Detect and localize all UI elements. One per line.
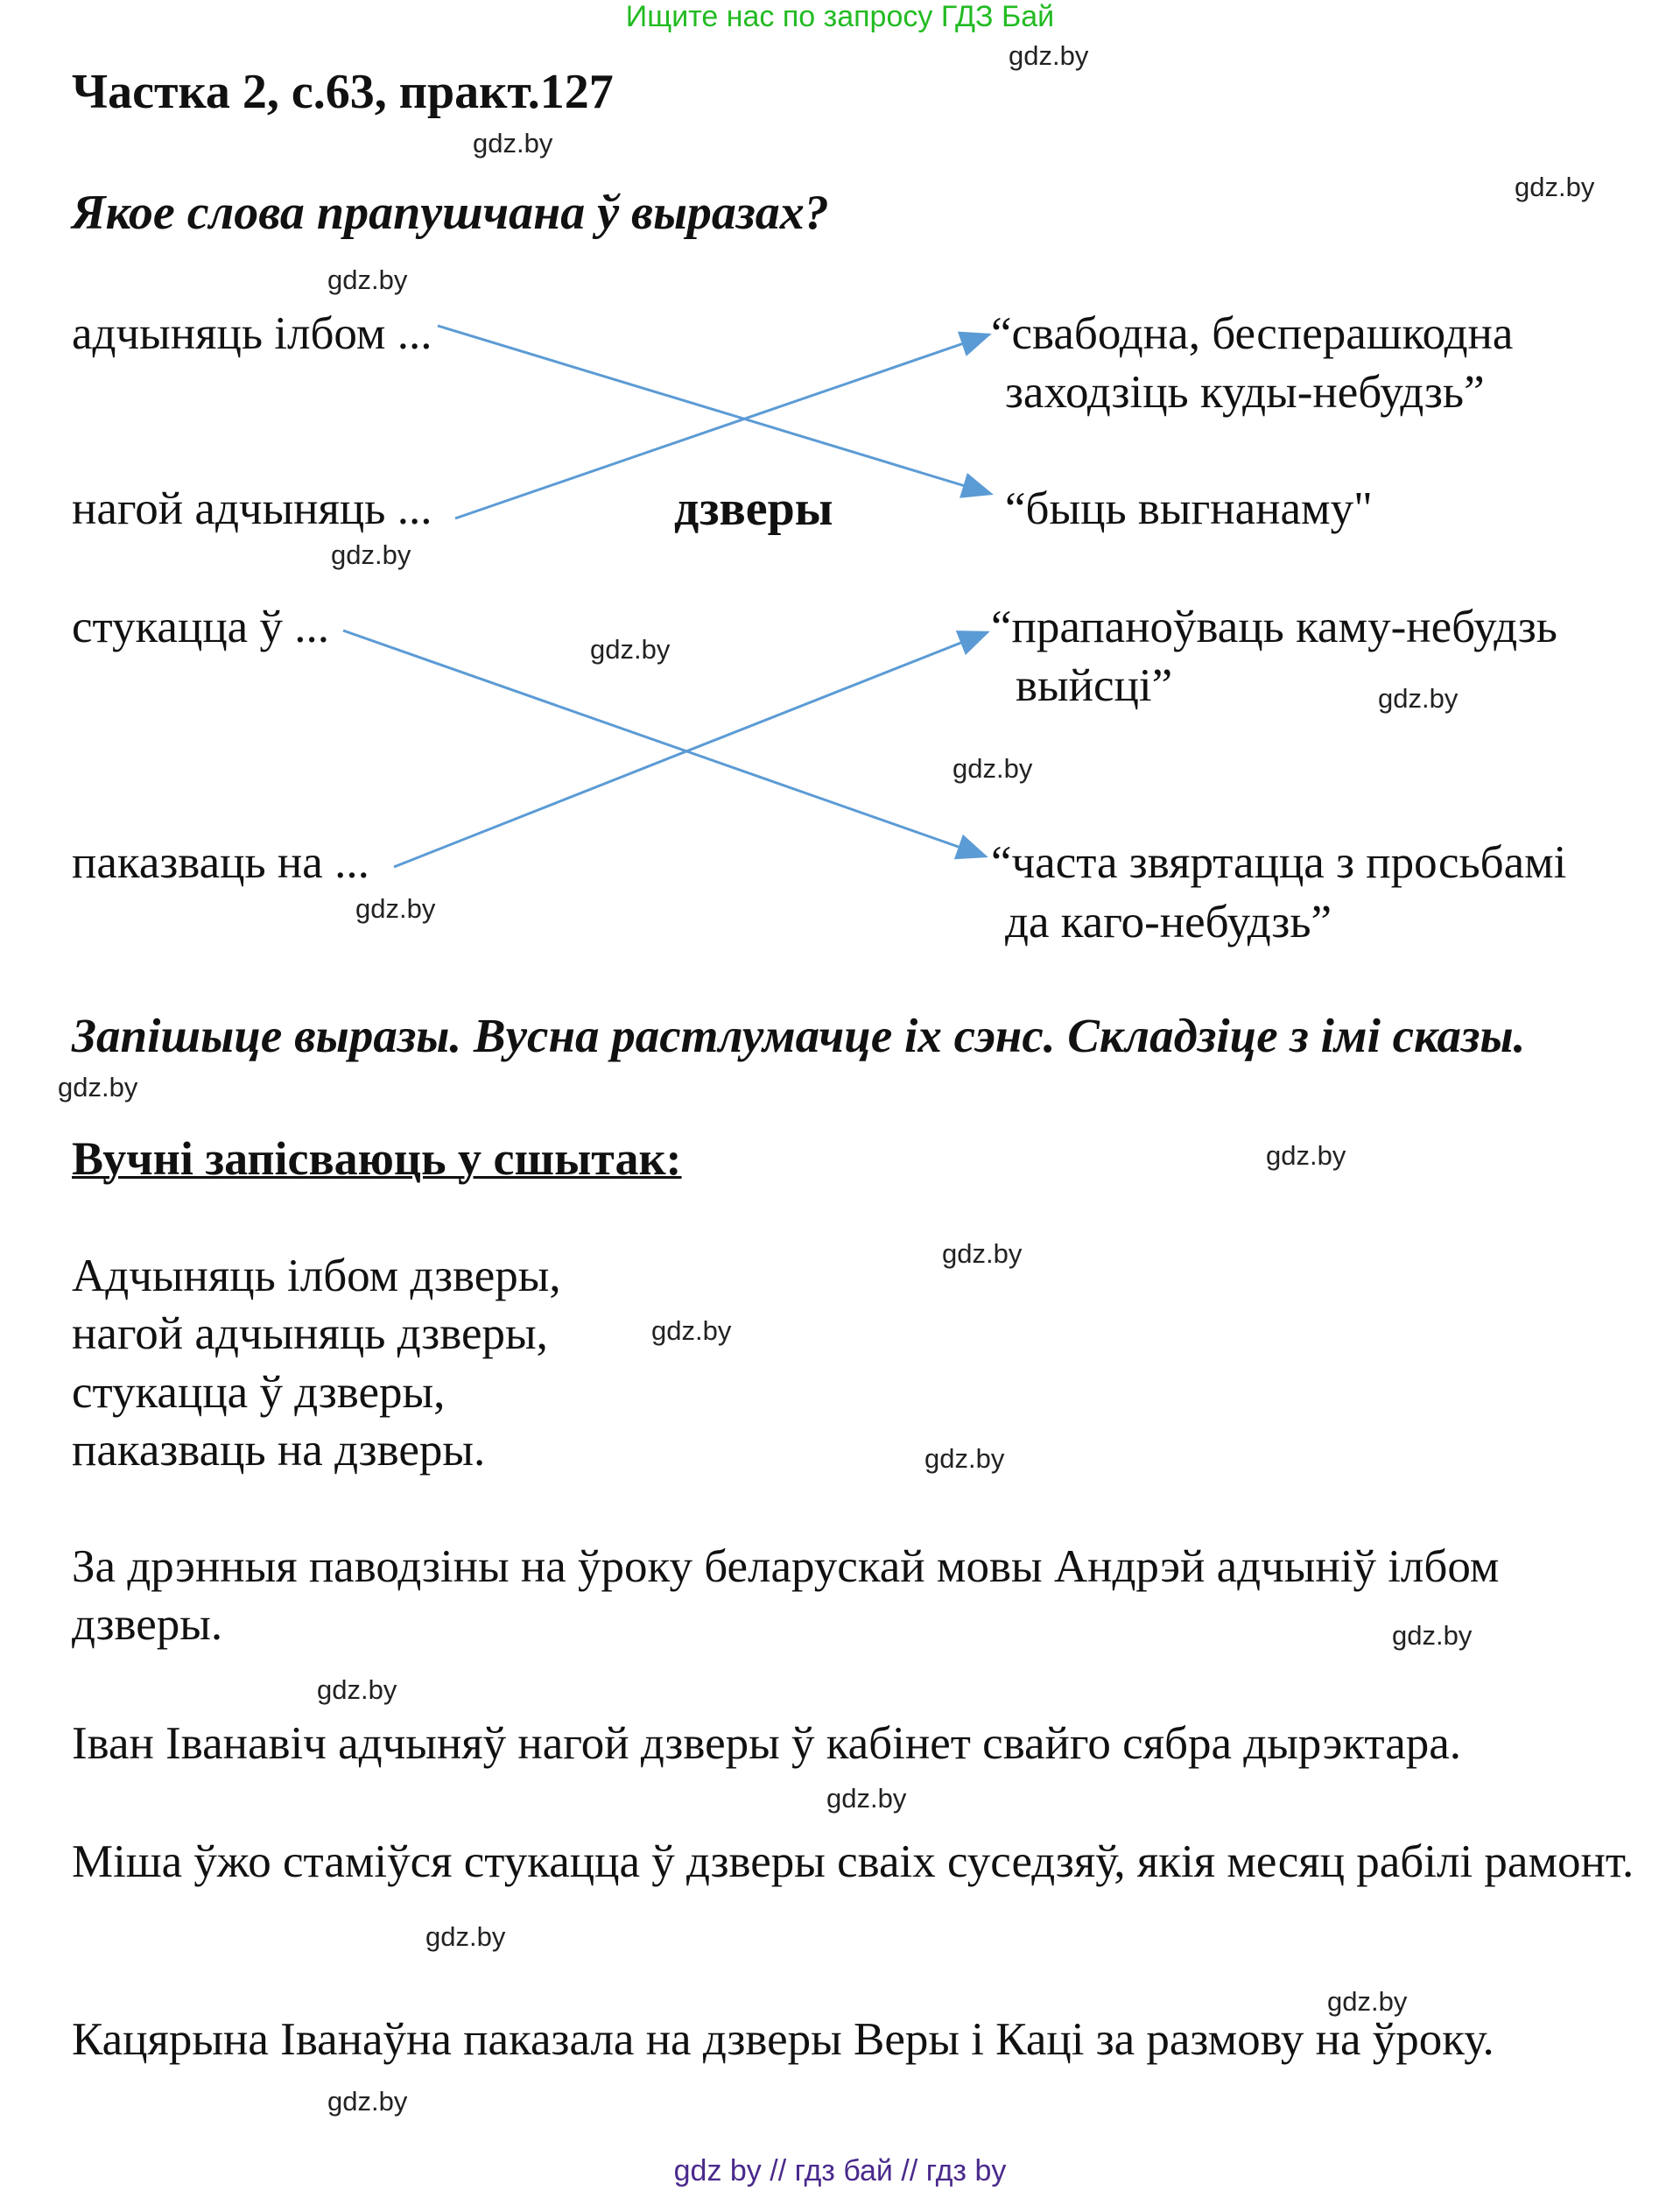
- watermark: gdz.by: [590, 634, 671, 665]
- top-banner: Ищите нас по запросу ГДЗ Бай: [625, 0, 1055, 33]
- watermark: gdz.by: [924, 1443, 1005, 1474]
- watermark: gdz.by: [58, 1072, 138, 1103]
- watermark: gdz.by: [651, 1315, 732, 1346]
- expression-1: Адчыняць ілбом дзверы,: [72, 1250, 561, 1301]
- watermark: gdz.by: [1392, 1620, 1473, 1651]
- expression-4: паказваць на дзверы.: [72, 1425, 486, 1476]
- arrow-4-to-3: [394, 632, 988, 867]
- watermark: gdz.by: [952, 753, 1033, 784]
- right-item-3-line2: выйсці”: [1016, 660, 1173, 711]
- expression-2: нагой адчыняць дзверы,: [72, 1308, 548, 1359]
- watermark: gdz.by: [331, 539, 411, 570]
- watermark: gdz.by: [327, 2086, 408, 2117]
- watermark: gdz.by: [355, 893, 436, 924]
- watermark: gdz.by: [425, 1921, 506, 1952]
- watermark: gdz.by: [473, 128, 553, 159]
- instruction: Запішыце выразы. Вусна растлумачце іх сэнс. Складзіце з імі сказы.: [72, 1009, 1526, 1062]
- right-item-1-line2: заходзіць куды-небудзь”: [1005, 367, 1485, 418]
- footer-links[interactable]: gdz by // гдз бай // гдз by: [673, 2154, 1007, 2187]
- notebook-heading: Вучні запісваюць у сшытак:: [72, 1132, 682, 1185]
- arrow-1-to-2: [438, 326, 991, 494]
- left-item-3: стукацца ў ...: [72, 602, 329, 652]
- left-item-1: адчыняць ілбом ...: [72, 308, 432, 359]
- watermark: gdz.by: [317, 1674, 397, 1705]
- sentence-3: Міша ўжо стаміўся стукацца ў дзверы сваіх суседзяў, якія месяц рабілі рамонт.: [72, 1836, 1634, 1887]
- left-item-2: нагой адчыняць ...: [72, 483, 432, 534]
- center-word: дзверы: [674, 482, 833, 536]
- expression-3: стукацца ў дзверы,: [72, 1367, 446, 1418]
- watermark: gdz.by: [1515, 172, 1595, 202]
- right-item-3-line1: “прапаноўваць каму-небудзь: [991, 602, 1557, 652]
- watermark: gdz.by: [1009, 40, 1089, 71]
- watermark: gdz.by: [1378, 683, 1459, 714]
- sentence-2: Іван Іванавіч адчыняў нагой дзверы ў кабінет свайго сябра дырэктара.: [72, 1718, 1462, 1769]
- right-item-2: “быць выгнанаму": [1005, 483, 1373, 534]
- sentence-1: За дрэнныя паводзіны на ўроку беларускай мовы Андрэй адчыніў ілбом дзверы.: [72, 1541, 1500, 1650]
- sentence-4: Кацярына Іванаўна паказала на дзверы Веры і Каці за размову на ўроку.: [72, 2014, 1494, 2065]
- watermark: gdz.by: [327, 264, 408, 295]
- page-title: Частка 2, с.63, практ.127: [72, 65, 614, 119]
- right-item-4-line1: “часта звяртацца з просьбамі: [991, 837, 1567, 888]
- right-item-4-line2: да каго-небудзь”: [1005, 897, 1332, 948]
- watermark: gdz.by: [826, 1783, 907, 1814]
- watermark: gdz.by: [1327, 1986, 1408, 2017]
- watermark: gdz.by: [1266, 1140, 1346, 1171]
- right-item-1-line1: “свабодна, бесперашкодна: [991, 308, 1514, 359]
- left-item-4: паказваць на ...: [72, 837, 369, 888]
- arrow-2-to-1: [455, 335, 989, 518]
- watermark: gdz.by: [942, 1238, 1023, 1269]
- task-question: Якое слова прапушчана ў выразах?: [72, 186, 829, 240]
